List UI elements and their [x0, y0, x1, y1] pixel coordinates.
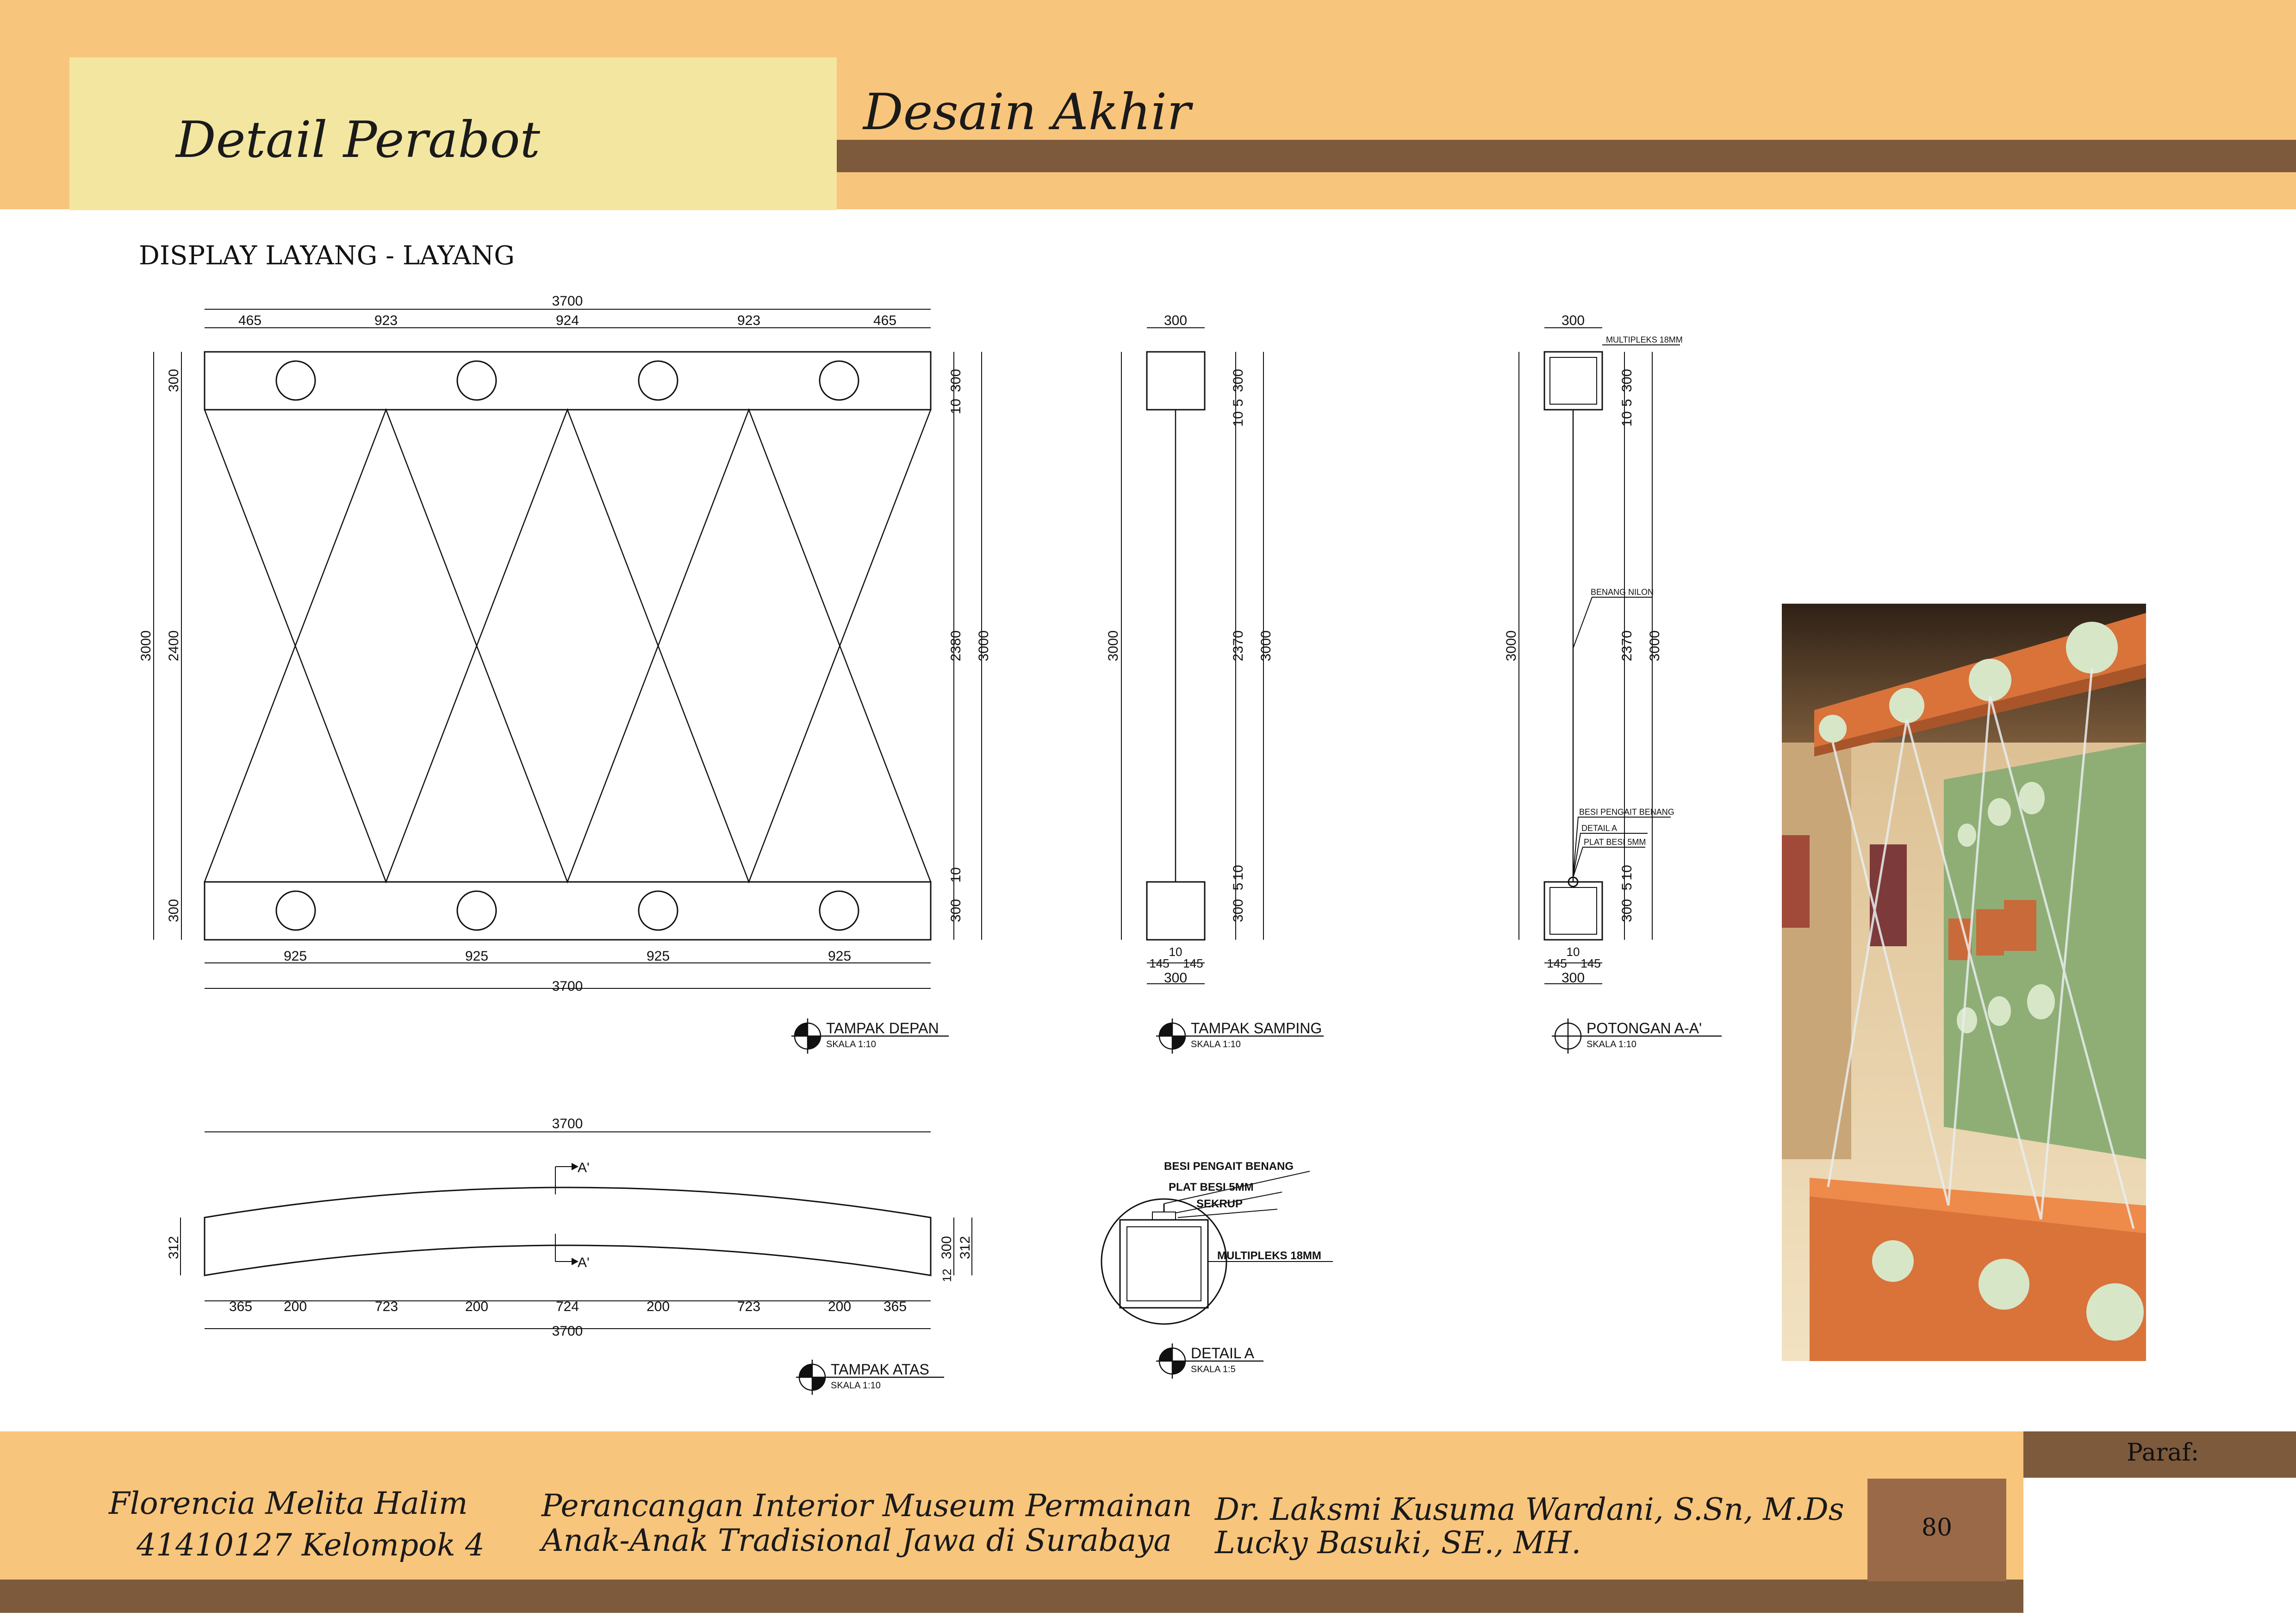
side-dim-right: 300 [1231, 899, 1246, 923]
front-bottom-hole [457, 891, 496, 930]
side-dim-bottom: 10 [1169, 945, 1182, 959]
front-dim-right: 10 [948, 867, 964, 883]
side-dim-bottom: 145 [1183, 956, 1203, 970]
top-dim-left: 312 [166, 1236, 181, 1260]
drawing-title: DISPLAY LAYANG - LAYANG [139, 241, 515, 271]
front-bottom-hole [820, 891, 859, 930]
front-dim-top: 924 [555, 313, 579, 328]
section-dim-right: 300 [1619, 899, 1635, 923]
front-dim-bottom: 925 [646, 949, 670, 964]
front-dim-right: 2380 [948, 630, 964, 662]
section-dim-bottom: 145 [1580, 956, 1601, 970]
top-dim-bottom: 724 [555, 1299, 579, 1314]
section-dim-right-total: 3000 [1647, 630, 1662, 662]
front-dim-right-total: 3000 [976, 630, 991, 662]
front-bottom-beam [205, 882, 931, 940]
section-dim-right: 10 [1619, 411, 1635, 427]
front-dim-total-top: 3700 [552, 294, 583, 309]
detail-note: SEKRUP [1196, 1198, 1243, 1210]
section-note: BENANG NILON [1591, 587, 1654, 597]
student-name: Florencia Melita Halim [109, 1486, 468, 1521]
section-dim-bottom: 145 [1547, 956, 1567, 970]
detail-a-view [1101, 1171, 1333, 1324]
side-dim-right: 5 [1231, 399, 1246, 407]
front-dim-bottom: 925 [465, 949, 489, 964]
detail-note: BESI PENGAIT BENANG [1164, 1160, 1294, 1173]
section-note: DETAIL A [1581, 824, 1618, 833]
top-dim-right: 12 [940, 1268, 954, 1282]
side-dim-right: 10 [1231, 411, 1246, 427]
student-info: 41410127 Kelompok 4 [137, 1527, 485, 1563]
project-title-line-2: Anak-Anak Tradisional Jawa di Surabaya [541, 1523, 1172, 1558]
front-dim-right: 300 [948, 899, 964, 923]
front-dim-left: 300 [166, 899, 181, 923]
view-scale-detail: SKALA 1:5 [1191, 1364, 1236, 1374]
side-dim-right: 5 [1231, 882, 1246, 891]
side-dim-right: 10 [1231, 865, 1246, 881]
top-dim-total-top: 3700 [552, 1116, 583, 1131]
view-label-top: TAMPAK ATAS [831, 1361, 929, 1378]
view-scale-section: SKALA 1:10 [1587, 1039, 1636, 1049]
section-dim-bottom-total: 300 [1561, 970, 1585, 986]
front-dim-top: 923 [737, 313, 761, 328]
front-dim-right: 10 [948, 399, 964, 414]
project-title-line-1: Perancangan Interior Museum Permainan [541, 1488, 1192, 1524]
view-label-detail: DETAIL A [1191, 1345, 1254, 1362]
section-note: PLAT BESI 5MM [1584, 837, 1646, 847]
section-note: MULTIPLEKS 18MM [1606, 335, 1683, 344]
front-top-hole [276, 361, 315, 400]
paraf-label: Paraf: [2127, 1439, 2199, 1467]
side-dim-right: 2370 [1231, 630, 1246, 662]
section-note: BESI PENGAIT BENANG [1579, 807, 1674, 817]
top-dim-right: 312 [958, 1236, 973, 1260]
advisor-1: Dr. Laksmi Kusuma Wardani, S.Sn, M.Ds [1215, 1492, 1844, 1527]
top-view [205, 1167, 931, 1275]
page-number: 80 [1921, 1514, 1953, 1542]
front-dim-top: 923 [374, 313, 398, 328]
side-dim-left-total: 3000 [1106, 630, 1121, 662]
front-bottom-hole [276, 891, 315, 930]
view-label-section: POTONGAN A-A' [1587, 1020, 1702, 1037]
top-dim-bottom: 200 [646, 1299, 670, 1314]
front-dim-left-total: 3000 [138, 630, 154, 662]
view-scale-side: SKALA 1:10 [1191, 1039, 1241, 1049]
detail-note: MULTIPLEKS 18MM [1217, 1249, 1321, 1262]
view-scale-front: SKALA 1:10 [826, 1039, 876, 1049]
section-dim-left-total: 3000 [1504, 630, 1519, 662]
section-mark: A' [578, 1160, 590, 1175]
section-view [1544, 352, 1602, 940]
section-dim-right: 5 [1619, 882, 1635, 891]
section-dim-right: 5 [1619, 399, 1635, 407]
section-mark: A' [578, 1255, 590, 1270]
detail-note: PLAT BESI 5MM [1169, 1181, 1254, 1193]
front-dim-left: 2400 [166, 630, 181, 662]
top-dim-bottom: 200 [465, 1299, 489, 1314]
section-dim-right: 300 [1619, 369, 1635, 393]
section-dim-right: 2370 [1619, 630, 1635, 662]
view-label-side: TAMPAK SAMPING [1191, 1020, 1322, 1037]
front-dim-bottom: 925 [283, 949, 307, 964]
section-title: Desain Akhir [863, 83, 1191, 141]
side-dim-bottom-total: 300 [1164, 970, 1188, 986]
front-top-hole [639, 361, 678, 400]
top-dim-bottom: 365 [229, 1299, 253, 1314]
render-image [1782, 604, 2146, 1361]
front-view [205, 352, 931, 940]
side-dim-right-total: 3000 [1258, 630, 1274, 662]
top-dim-bottom: 200 [283, 1299, 307, 1314]
top-dim-bottom: 723 [374, 1299, 398, 1314]
front-strings [205, 410, 931, 882]
side-dim-right: 300 [1231, 369, 1246, 393]
side-dim-top: 300 [1164, 313, 1188, 328]
top-dim-right: 300 [939, 1236, 954, 1260]
front-top-hole [820, 361, 859, 400]
side-dim-bottom: 145 [1149, 956, 1170, 970]
top-dim-bottom: 723 [737, 1299, 761, 1314]
front-dim-left: 300 [166, 369, 181, 393]
front-dim-total-bottom: 3700 [552, 979, 583, 994]
front-dim-top: 465 [238, 313, 262, 328]
front-dim-bottom: 925 [828, 949, 852, 964]
header-accent-bar [837, 140, 2296, 172]
page-title: Detail Perabot [176, 111, 541, 169]
advisor-2: Lucky Basuki, SE., MH. [1215, 1525, 1581, 1561]
side-view [1147, 352, 1205, 940]
top-dim-total-bottom: 3700 [552, 1324, 583, 1339]
front-bottom-hole [639, 891, 678, 930]
top-dim-bottom: 200 [828, 1299, 852, 1314]
top-dim-bottom: 365 [883, 1299, 907, 1314]
section-dim-right: 10 [1619, 865, 1635, 881]
view-scale-top: SKALA 1:10 [831, 1380, 881, 1391]
section-dim-bottom: 10 [1566, 945, 1580, 959]
front-dim-top: 465 [873, 313, 897, 328]
front-top-hole [457, 361, 496, 400]
view-label-front: TAMPAK DEPAN [826, 1020, 939, 1037]
section-dim-top: 300 [1561, 313, 1585, 328]
front-top-beam [205, 352, 931, 410]
front-dim-right: 300 [948, 369, 964, 393]
footer-accent-bar [0, 1580, 2023, 1613]
